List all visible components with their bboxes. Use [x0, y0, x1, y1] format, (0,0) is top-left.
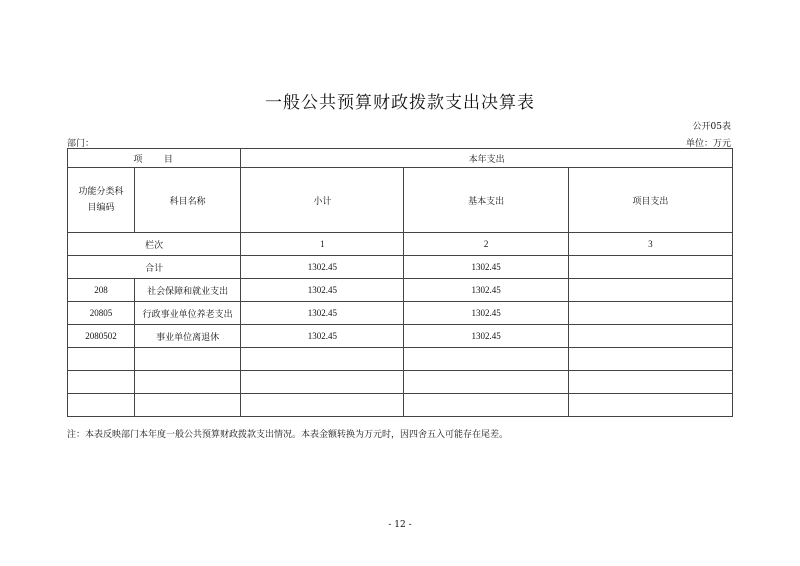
- col-header-project: 项目支出: [568, 168, 732, 233]
- row-basic: 1302.45: [404, 302, 568, 325]
- total-basic: 1302.45: [404, 256, 568, 279]
- row-subtotal: 1302.45: [241, 302, 404, 325]
- empty-row: [68, 348, 733, 371]
- seq-3: 3: [568, 233, 732, 256]
- row-name: 事业单位离退休: [135, 325, 241, 348]
- row-code: 208: [68, 279, 135, 302]
- row-name: 行政事业单位养老支出: [135, 302, 241, 325]
- row-project: [568, 302, 732, 325]
- department-label: 部门：: [67, 139, 95, 149]
- table-row: [68, 302, 733, 325]
- expenditure-table: [67, 148, 733, 417]
- empty-row: [68, 371, 733, 394]
- total-label: 合计: [68, 256, 241, 279]
- row-name: 社会保障和就业支出: [135, 279, 241, 302]
- table-row: [68, 279, 733, 302]
- form-code: 公开05表: [692, 122, 731, 132]
- total-subtotal: 1302.45: [241, 256, 404, 279]
- col-header-basic: 基本支出: [404, 168, 568, 233]
- col-header-code: 功能分类科目编码: [68, 168, 135, 233]
- row-basic: 1302.45: [404, 325, 568, 348]
- seq-1: 1: [241, 233, 404, 256]
- total-project: [568, 256, 732, 279]
- col-header-subtotal: 小计: [241, 168, 404, 233]
- footnote: 注：本表反映部门本年度一般公共预算财政拨款支出情况。本表金额转换为万元时，因四舍五入可能存在尾差。: [67, 430, 509, 440]
- row-basic: 1302.45: [404, 279, 568, 302]
- col-header-name: 科目名称: [135, 168, 241, 233]
- row-project: [568, 325, 732, 348]
- table-row: [68, 325, 733, 348]
- page-number: - 12 -: [388, 520, 412, 530]
- row-project: [568, 279, 732, 302]
- page-title: 一般公共预算财政拨款支出决算表: [265, 93, 535, 113]
- row-code: 2080502: [68, 325, 135, 348]
- row-code: 20805: [68, 302, 135, 325]
- row-subtotal: 1302.45: [241, 279, 404, 302]
- empty-row: [68, 394, 733, 417]
- header-item: 项 目: [68, 149, 241, 168]
- row-subtotal: 1302.45: [241, 325, 404, 348]
- header-expenditure: 本年支出: [241, 149, 733, 168]
- seq-label: 栏次: [68, 233, 241, 256]
- unit-label: 单位：万元: [685, 139, 731, 149]
- seq-2: 2: [404, 233, 568, 256]
